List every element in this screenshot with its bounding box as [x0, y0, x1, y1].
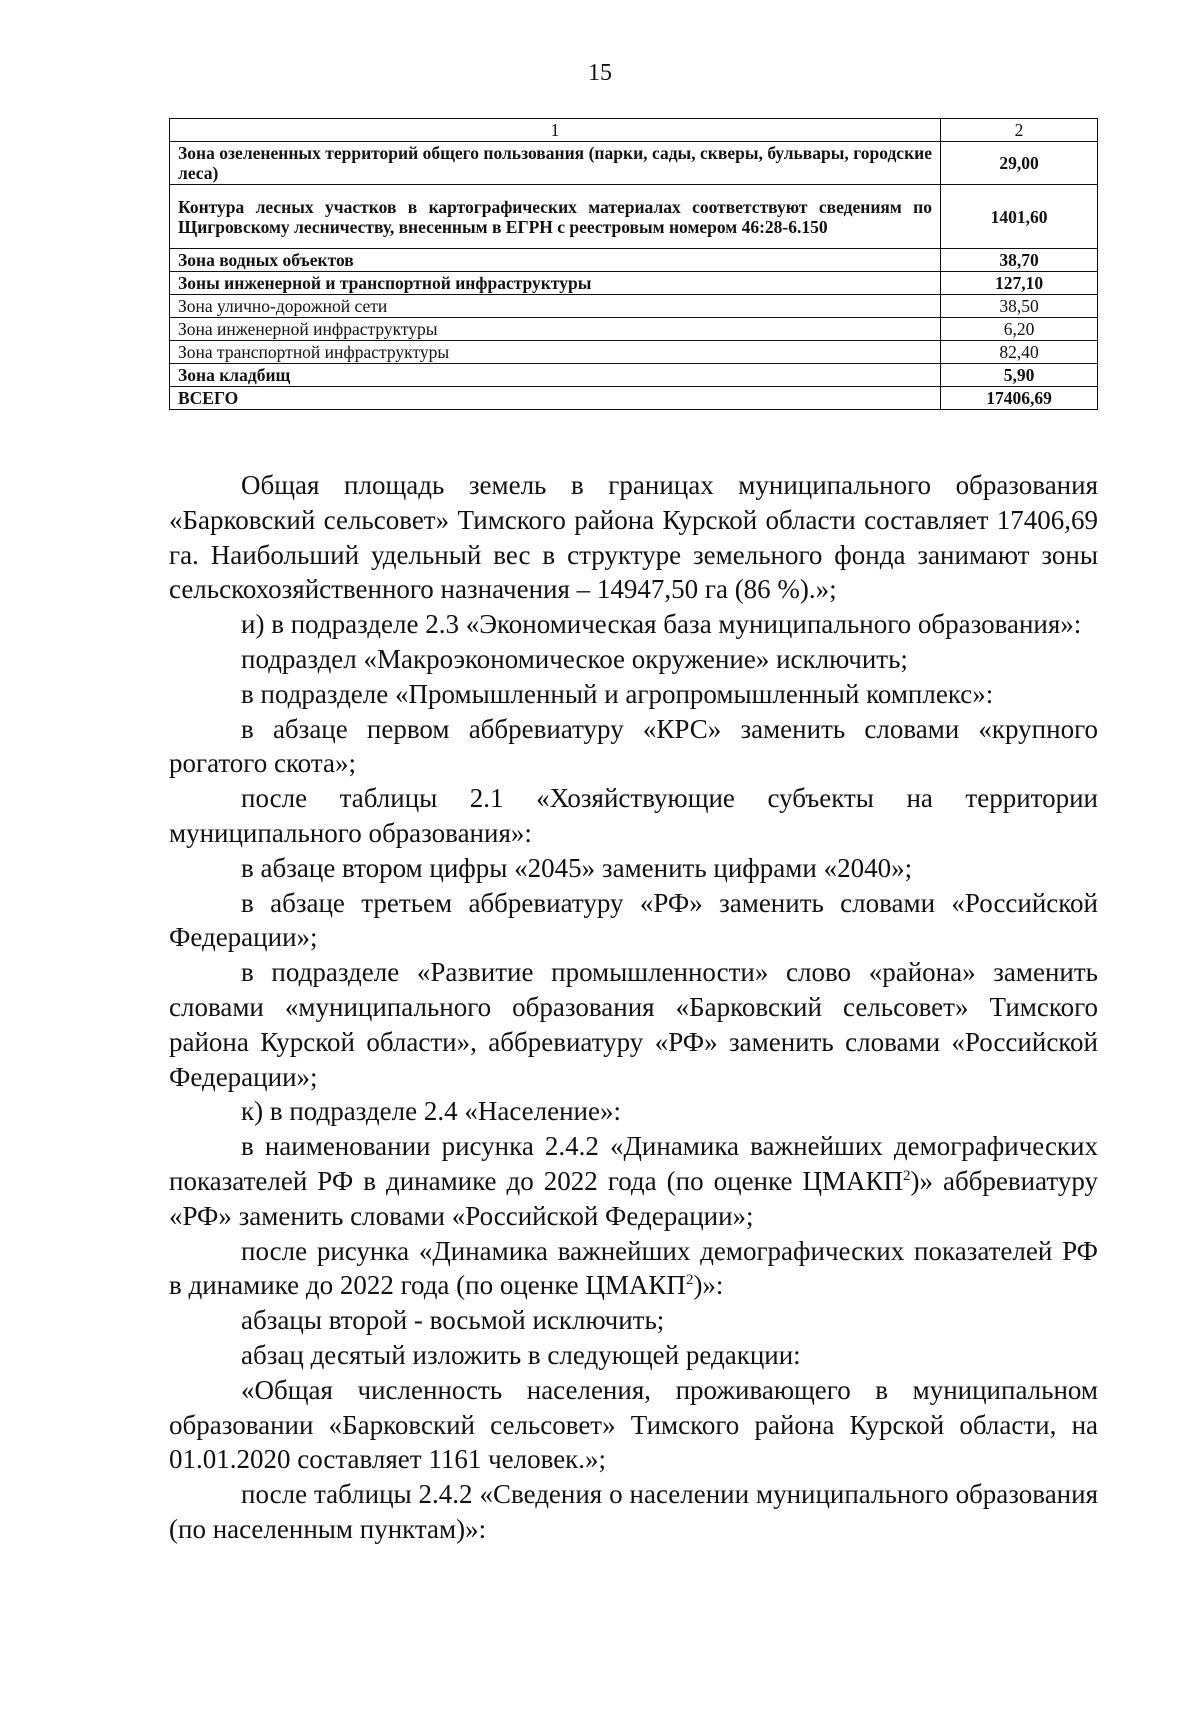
paragraph: в абзаце первом аббревиатуру «КРС» заменить словами «крупного рогатого скота»; [169, 713, 1098, 779]
table-row [170, 142, 1098, 185]
land-zones-table [169, 118, 1098, 410]
row-value: 38,70 [941, 249, 1098, 272]
paragraph: в подразделе «Промышленный и агропромышленный комплекс»: [241, 678, 994, 709]
row-value: 82,40 [941, 341, 1098, 364]
row-label: Зона улично-дорожной сети [170, 295, 941, 318]
row-value: 38,50 [941, 295, 1098, 318]
page-number: 15 [588, 60, 612, 86]
paragraph-text: )»: [693, 1270, 724, 1301]
table-row [170, 249, 1098, 272]
row-label: Зона инженерной инфраструктуры [170, 318, 941, 341]
table-row [170, 272, 1098, 295]
paragraph: и) в подразделе 2.3 «Экономическая база муниципального образования»: [241, 609, 1082, 640]
paragraph-text: )» аббревиатуру «РФ» заменить словами «Российской Федерации»; [169, 1165, 1098, 1231]
paragraph: в подразделе «Развитие промышленности» слово «района» заменить словами «муниципального образования «Барковский сельсовет» Тимского района Курской области», аббревиатуру «РФ» заменить словами «Российской Федерации»; [169, 957, 1098, 1092]
paragraph [169, 1234, 1098, 1304]
table-header-row [170, 119, 1098, 142]
paragraph: после таблицы 2.1 «Хозяйствующие субъекты на территории муниципального образования»: [169, 783, 1098, 848]
paragraph: в абзаце третьем аббревиатуру «РФ» заменить словами «Российской Федерации»; [169, 887, 1098, 953]
total-value: 17406,69 [941, 387, 1098, 410]
paragraph: подраздел «Макроэкономическое окружение» исключить; [241, 643, 908, 674]
paragraph-text: после рисунка «Динамика важнейших демографических показателей РФ в динамике до 2022 года (по оценке ЦМАКП [169, 1235, 1098, 1301]
row-value: 1401,60 [941, 185, 1098, 249]
total-label: ВСЕГО [170, 387, 941, 410]
document-body [169, 468, 1098, 1547]
row-label: Зона кладбищ [170, 364, 941, 387]
paragraph: к) в подразделе 2.4 «Население»: [241, 1096, 621, 1127]
paragraph: абзац десятый изложить в следующей редакции: [241, 1339, 801, 1370]
row-value: 29,00 [941, 142, 1098, 185]
row-value: 5,90 [941, 364, 1098, 387]
row-label: Контура лесных участков в картографических материалах соответствуют сведениям по Щигровскому лесничеству, внесенным в ЕГРН с реестровым номером 46:28-6.150 [170, 185, 941, 249]
row-value: 6,20 [941, 318, 1098, 341]
paragraph [169, 1129, 1098, 1233]
table-row [170, 318, 1098, 341]
table-row [170, 295, 1098, 318]
column-header-1: 1 [170, 119, 941, 142]
footnote-ref: 2 [902, 1167, 911, 1184]
paragraph: в абзаце втором цифры «2045» заменить цифрами «2040»; [241, 852, 913, 883]
paragraph-text: в наименовании рисунка 2.4.2 «Динамика важнейших демографических показателей РФ в динамике до 2022 года (по оценке ЦМАКП [169, 1131, 1098, 1196]
table-row [170, 341, 1098, 364]
row-label: Зона озелененных территорий общего пользования (парки, сады, скверы, бульвары, городские леса) [170, 142, 941, 185]
table-row [170, 185, 1098, 249]
table-row [170, 364, 1098, 387]
paragraph: «Общая численность населения, проживающего в муниципальном образовании «Барковский сельсовет» Тимского района Курской области, на 01.01.2020 составляет 1161 человек.»; [169, 1374, 1098, 1475]
paragraph: абзацы второй - восьмой исключить; [241, 1305, 665, 1336]
table-total-row [170, 387, 1098, 410]
paragraph: Общая площадь земель в границах муниципального образования «Барковский сельсовет» Тимского района Курской области составляет 17406,69 га. Наибольший удельный вес в структуре земельного фонда занимают зоны сельскохозяйственного назначения – 14947,50 га (86 %).»; [169, 470, 1098, 605]
row-value: 127,10 [941, 272, 1098, 295]
column-header-2: 2 [941, 119, 1098, 142]
row-label: Зоны инженерной и транспортной инфраструктуры [170, 272, 941, 295]
row-label: Зона водных объектов [170, 249, 941, 272]
paragraph: после таблицы 2.4.2 «Сведения о населении муниципального образования (по населенным пунктам)»: [169, 1479, 1098, 1544]
footnote-ref: 2 [685, 1272, 694, 1289]
row-label: Зона транспортной инфраструктуры [170, 341, 941, 364]
